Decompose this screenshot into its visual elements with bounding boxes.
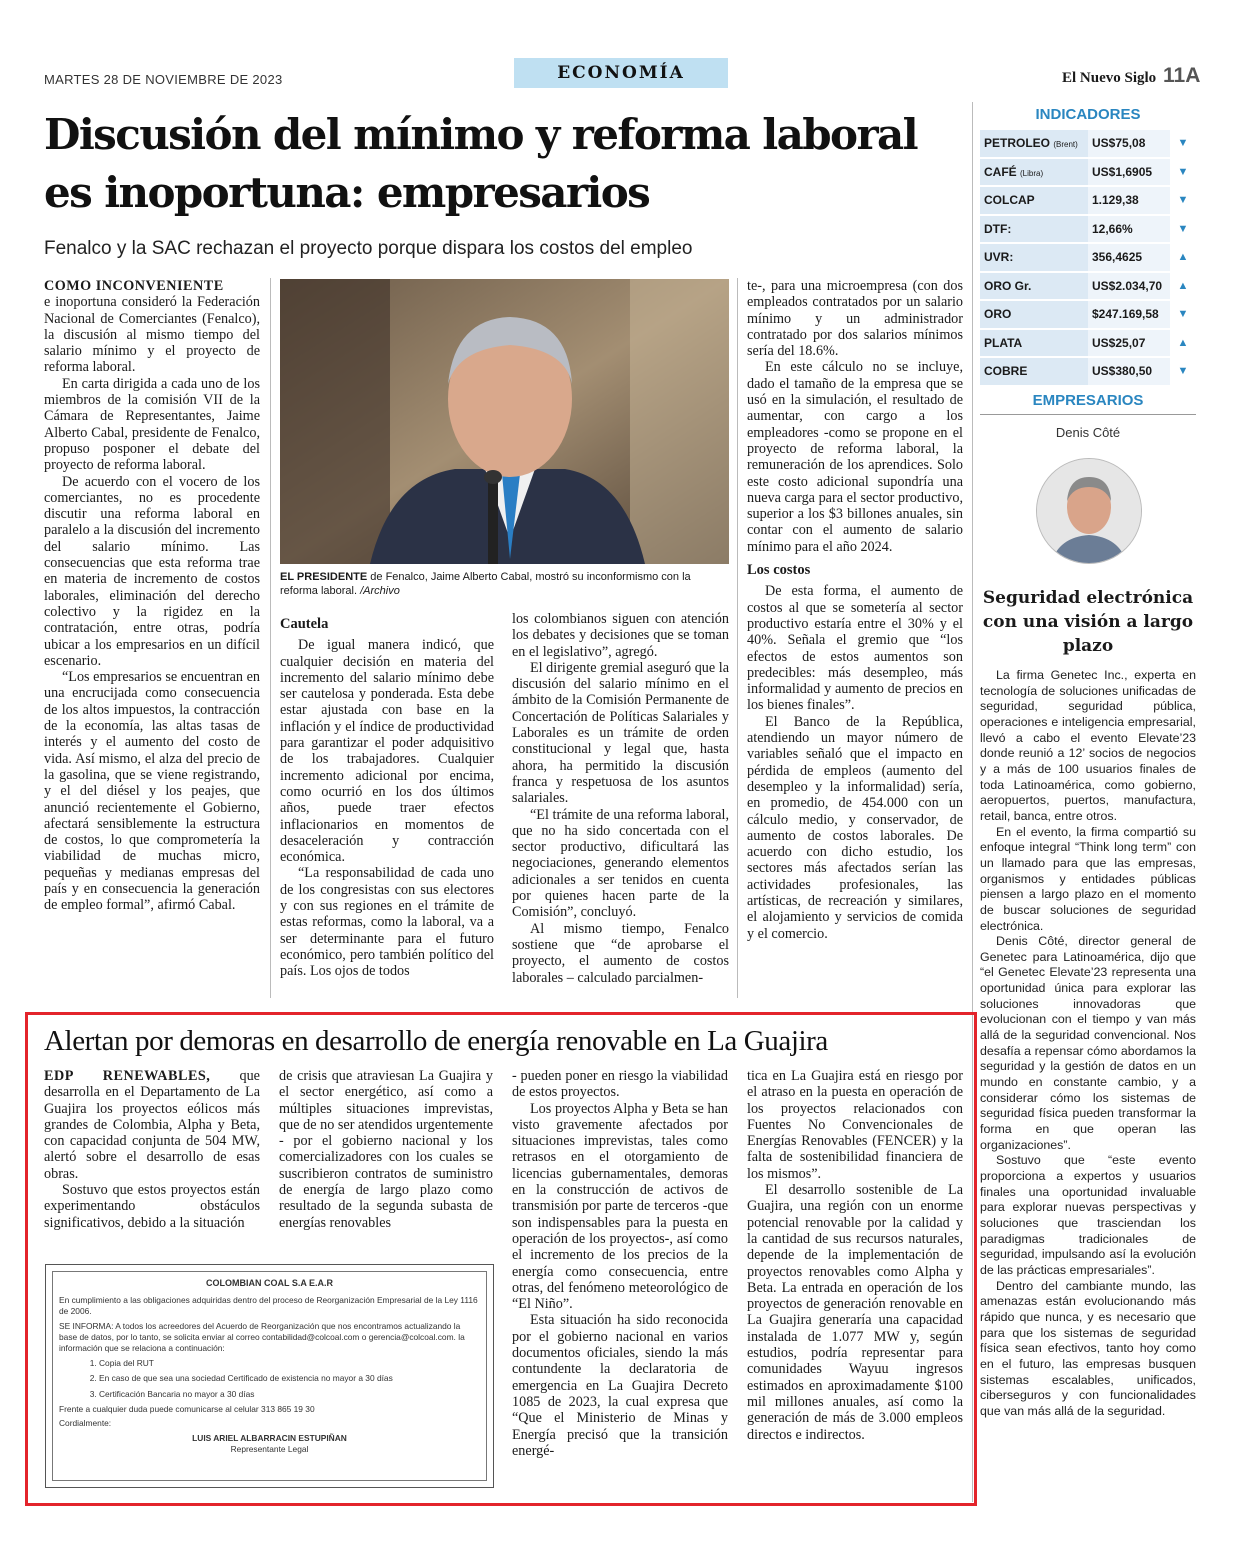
- second-article-column-2: [279, 1068, 493, 1231]
- caption-text: de Fenalco, Jaime Alberto Cabal, mostró su inconformismo con la reforma laboral.: [280, 571, 691, 597]
- paragraph: - pueden poner en riesgo la viabilidad de estos proyectos.: [512, 1068, 728, 1101]
- newspaper-name: El Nuevo Siglo: [1062, 70, 1157, 86]
- indicator-name: [980, 130, 1088, 158]
- sidebar-section-title: EMPRESARIOS: [1032, 392, 1144, 409]
- arrow-down-icon: ▼: [1170, 215, 1196, 244]
- arrow-down-icon: ▼: [1170, 186, 1196, 215]
- page-number: 11A: [1163, 64, 1201, 87]
- notice-text: SE INFORMA: A todos los acreedores del Acuerdo de Reorganización que nos encontramos actualizando la base de datos, por lo tanto, se solicita enviar al correo contabilidad@colcoal.com o gerencia@colcoal.com. la información que se relaciona a continuación:: [59, 1320, 465, 1354]
- article-column-2: [280, 609, 494, 980]
- paragraph: El dirigente gremial aseguró que la discusión del salario mínimo en el ámbito de la Comisión Permanente de Concertación de Políticas Salariales y Laborales es un trámite de orden constitucional y legal que, hasta ahora, ha permitido la discusión franca y respetuosa de los asuntos salariales.: [512, 659, 729, 807]
- paragraph: Esta situación ha sido reconocida por el gobierno nacional en varios documentos oficiales, siendo la más contundente la declaratoria de emergencia en La Guajira Decreto 1085 de 2023, la cual expresa que “Que el Ministerio de Minas y Energía precisó que la transición energé-: [512, 1312, 728, 1459]
- subheading: Cautela: [280, 616, 329, 632]
- avatar: [1036, 458, 1142, 564]
- list-item: 1. Copia del RUT: [99, 1358, 480, 1369]
- column-rule: [270, 278, 271, 998]
- caption-lead: EL PRESIDENTE: [280, 571, 368, 583]
- indicator-row: [980, 329, 1196, 358]
- article-column-4: [747, 278, 963, 942]
- lead-in: EDP RENEWABLES,: [44, 1068, 211, 1084]
- divider: [980, 414, 1196, 415]
- indicator-row: [980, 272, 1196, 301]
- indicator-label: ORO: [984, 307, 1012, 322]
- indicator-value: $247.169,58: [1088, 300, 1170, 329]
- second-article-column-3: [512, 1068, 728, 1459]
- indicator-label: DTF:: [984, 221, 1012, 236]
- lead-in: COMO INCONVENIENTE: [44, 278, 224, 294]
- indicator-name: [980, 158, 1088, 187]
- signer-name: LUIS ARIEL ALBARRACIN ESTUPIÑAN: [192, 1433, 347, 1444]
- indicator-label: COLCAP: [984, 193, 1035, 208]
- subheading: Los costos: [747, 562, 811, 579]
- indicator-value: US$75,08: [1088, 130, 1170, 158]
- paragraph: De acuerdo con el vocero de los comerciantes, no es procedente discutir una reforma laboral en paralelo a la discusión del incremento del salario mínimo. Las consecuencias que esta reforma trae en materia de incremento de costos laborales, eliminación del derecho colectivo y la rigidez en la contratación, entre otras, podría ubicar a los empresarios en un difícil escenario.: [44, 473, 260, 669]
- indicator-row: [980, 357, 1196, 386]
- indicator-name: [980, 272, 1088, 301]
- indicator-label: COBRE: [984, 364, 1028, 379]
- indicator-note: (Libra): [1020, 168, 1044, 178]
- second-article-column-4: [747, 1068, 963, 1443]
- article-column-3: [512, 611, 729, 986]
- indicator-row: [980, 215, 1196, 244]
- indicator-value: US$1,6905: [1088, 158, 1170, 187]
- paragraph: que desarrolla en el Departamento de La Guajira los proyectos eólicos más grandes de Colombia, Alpha y Beta, con capacidad conjunta de 504 MW, alertó sobre el desarrollo de esas obras.: [44, 1068, 260, 1182]
- notice-text: Frente a cualquier duda puede comunicarse al celular 313 865 19 30: [59, 1403, 315, 1414]
- indicator-label: UVR:: [984, 250, 1014, 265]
- indicator-label: PETROLEO: [984, 136, 1051, 151]
- sidebar-headline: Seguridad electrónica con una visión a largo plazo: [982, 588, 1194, 656]
- paragraph: El Banco de la República, atendiendo un mayor número de variables señaló que el impacto en pérdida de empleos (aumento del desempleo y la informalidad) sería, en promedio, de 454.000 con un cálculo medio, y conservador, de aumento de costos laborales. De acuerdo con dicho estudio, los sectores más afectados serían las actividades profesionales, las artísticas, de recreación y similares, el alojamiento y servicios de comida y el comercio.: [747, 713, 963, 942]
- indicator-value: US$380,50: [1088, 357, 1170, 386]
- indicator-value: US$25,07: [1088, 329, 1170, 358]
- paragraph: En carta dirigida a cada uno de los miembros de la comisión VII de la Cámara de Representantes, Jaime Alberto Cabal, presidente de Fenalco, propuso posponer el debate del proyecto de reforma laboral.: [44, 375, 260, 474]
- article-headline: Discusión del mínimo y reforma laboral es inoportuna: empresarios: [44, 110, 917, 217]
- notice-title: COLOMBIAN COAL S.A E.A.R: [205, 1278, 333, 1288]
- paragraph: El desarrollo sostenible de La Guajira, una región con un enorme potencial renovable por la calidad y la cantidad de sus recursos naturales, depende de la implementación de proyectos renovables como Alpha y Beta. La entrada en operación de los proyectos de generación renovable en La Guajira generaría una capacidad instalada de 1.077 MW y, según estudios, podría representar para comunidades Wayuu ingresos estimados en aproximadamente $100 mil millones anuales, así como la generación de más de 3.000 empleos directos e indirectos.: [747, 1182, 963, 1443]
- paragraph: De igual manera indicó, que cualquier decisión en materia del incremento del salario mínimo debe ser cautelosa y ponderada. Esta debe estar ajustada con base en la inflación y el índice de productividad para garantizar el poder adquisitivo de los trabajadores. Cualquier incremento adicional por encima, como ocurrió en los dos últimos años, puede traer efectos inflacionarios en momentos de desaceleración y contracción económica.: [280, 637, 494, 866]
- indicator-label: PLATA: [984, 335, 1023, 350]
- arrow-up-icon: ▲: [1170, 243, 1196, 272]
- notice-text: En cumplimiento a las obligaciones adquiridas dentro del proceso de Reorganización Empresarial de la Ley 1116 de 2006.: [59, 1295, 478, 1317]
- article-photo-portrait: [280, 279, 729, 564]
- indicator-name: [980, 357, 1088, 386]
- paragraph: Sostuvo que estos proyectos están experimentando obstáculos significativos, debido a la situación: [44, 1182, 260, 1231]
- column-rule: [737, 278, 738, 998]
- indicator-name: [980, 243, 1088, 272]
- article-column-1: [44, 278, 260, 914]
- indicator-row: [980, 243, 1196, 272]
- indicator-row: [980, 130, 1196, 158]
- paragraph: De esta forma, el aumento de costos al que se sometería al sector productivo estaría entre el 30% y el 40%. Señala el gremio que “los efectos de estos aumentos son predecibles: más desempleo, más informalidad y aumento de precios en los bienes finales”.: [747, 583, 963, 714]
- indicator-row: [980, 158, 1196, 187]
- paragraph: “La responsabilidad de cada uno de los congresistas con sus electores y con sus regiones en el trámite de estas reformas, como la laboral, va a ser determinante para el futuro económico, pero también político del país. Los ojos de todos: [280, 865, 494, 980]
- arrow-down-icon: ▼: [1170, 300, 1196, 329]
- paragraph: “Los empresarios se encuentran en una encrucijada como consecuencia de los altos impuestos, la contracción de la economía, las altas tasas de interés y el aumento del costo de vida. Así mismo, el alza del precio de la gasolina, que se viene registrando, y el del diésel y los peajes, que anunció recientemente el Gobierno, afectará sensiblemente la estructura de costos, lo que comprometería la viabilidad de muchas micro, pequeñas y medianas empresas del país y en consecuencia la generación de empleo formal”, afirmó Cabal.: [44, 669, 260, 914]
- legal-notice: [45, 1264, 494, 1488]
- indicator-value: 1.129,38: [1088, 186, 1170, 215]
- paragraph: Al mismo tiempo, Fenalco sostiene que “de aprobarse el proyecto, el aumento de costos laborales – calculado parcialmen-: [512, 920, 729, 986]
- notice-list: [59, 1358, 480, 1400]
- arrow-down-icon: ▼: [1170, 158, 1196, 187]
- indicator-name: [980, 215, 1088, 244]
- indicators-table: [980, 130, 1196, 387]
- indicator-value: 12,66%: [1088, 215, 1170, 244]
- paragraph: En este cálculo no se incluye, dado el tamaño de la empresa que se usó en la simulación, el resultado de aumentar, con cargo a los empleadores -como se propone en el proyecto de reforma laboral, la remuneración de los aprendices. Solo este costo adicional supondría una nueva carga para el sector productivo, superior a los $3 billones anuales, sin contar con el aumento de salario mínimo para el año 2024.: [747, 359, 963, 555]
- signer-role: Representante Legal: [230, 1444, 309, 1455]
- paragraph: Dentro del cambiante mundo, las amenazas están evolucionando más rápido que nunca, y es necesario que para que los sistemas de seguridad física sean efectivos, tanto hoy como en el futuro, las empresas busquen sistemas escalables, unificados, ciberseguros y con funcionalidades que van más allá de la seguridad.: [980, 1278, 1196, 1418]
- arrow-up-icon: ▲: [1170, 272, 1196, 301]
- arrow-down-icon: ▼: [1170, 357, 1196, 386]
- list-item: 3. Certificación Bancaria no mayor a 30 días: [99, 1389, 480, 1400]
- arrow-up-icon: ▲: [1170, 329, 1196, 358]
- sidebar-body: [980, 668, 1196, 1420]
- second-article-headline: Alertan por demoras en desarrollo de energía renovable en La Guajira: [44, 1025, 828, 1057]
- indicator-value: US$2.034,70: [1088, 272, 1170, 301]
- paragraph: “El trámite de una reforma laboral, que no ha sido concertada con el sector productivo, dificultará las negociaciones, generando elementos adicionales a ser tenidos en cuenta por quienes hacen parte de la Comisión”, concluyó.: [512, 806, 729, 921]
- paragraph: tica en La Guajira está en riesgo por el atraso en la puesta en operación de los proyectos relacionados con Fuentes No Convencionales de Energías Renovables (FENCER) y la falta de sostenibilidad financiera de los mismos”.: [747, 1068, 963, 1182]
- photo-credit: /Archivo: [360, 585, 400, 597]
- photo-caption: [280, 570, 729, 598]
- paragraph: de crisis que atraviesan La Guajira y el sector energético, así como a múltiples situaciones imprevistas, que de no ser atendidos urgentemente - por el gobierno nacional y los comercializadores con los cuales se suscribieron contratos de suministro de energía de largo plazo como resultado de la segunda subasta de energías renovables: [279, 1068, 493, 1231]
- paragraph: te-, para una microempresa (con dos empleados contratados por un salario mínimo y un administrador contratado por dos salarios mínimos sería del 18.6%.: [747, 278, 963, 360]
- indicator-note: (Brent): [1053, 140, 1078, 150]
- notice-text: Cordialmente:: [59, 1418, 112, 1429]
- paragraph: Denis Côté, director general de Genetec para Latinoamérica, dijo que “el Genetec Elevate’23 representa una oportunidad única para explorar las soluciones innovadoras que evolucionan con el tiempo y van más allá de la seguridad convencional. Nos desafía a repensar cómo abordamos la seguridad y la gestión de datos en un mundo en constante cambio, y a considerar cómo los sistemas de seguridad física pueden transformar la forma en que operan las organizaciones”.: [980, 934, 1196, 1152]
- list-item: 2. En caso de que sea una sociedad Certificado de existencia no mayor a 30 días: [99, 1373, 480, 1384]
- indicator-name: [980, 329, 1088, 358]
- paragraph: La firma Genetec Inc., experta en tecnología de soluciones unificadas de seguridad, seguridad pública, operaciones e inteligencia empresarial, llevó a cabo el evento Elevate’23 donde reunió a 12’ socios de negocios y a más de 100 usuarios finales de toda Latinoamérica, como gobierno, aeropuertos, puertos, manufactura, retail, banca, entre otros.: [980, 668, 1196, 823]
- paragraph: Los proyectos Alpha y Beta se han visto gravemente afectados por situaciones imprevistas, tales como retrasos en el otorgamiento de licencias gubernamentales, demoras en la construcción de activos de transmisión por parte de terceros -que son indispensables para la puesta en operación de los proyectos-, así como el incremento de los precios de la energía como consecuencia, entre otras, del fenómeno meteorológico de “El Niño”.: [512, 1100, 728, 1313]
- arrow-down-icon: ▼: [1170, 130, 1196, 158]
- issue-date: MARTES 28 DE NOVIEMBRE DE 2023: [44, 72, 283, 87]
- indicator-name: [980, 186, 1088, 215]
- indicator-label: ORO Gr.: [984, 278, 1032, 293]
- byline: Denis Côté: [1055, 425, 1121, 440]
- paragraph: los colombianos siguen con atención los debates y decisiones que se toman en el legislativo”, agregó.: [512, 611, 729, 660]
- indicator-name: [980, 300, 1088, 329]
- indicator-label: CAFÉ: [984, 164, 1017, 179]
- article-subheadline: Fenalco y la SAC rechazan el proyecto porque dispara los costos del empleo: [44, 238, 693, 259]
- indicator-value: 356,4625: [1088, 243, 1170, 272]
- indicator-row: [980, 300, 1196, 329]
- second-article-column-1: [44, 1068, 260, 1231]
- indicator-row: [980, 186, 1196, 215]
- paragraph: En el evento, la firma compartió su enfoque integral “Think long term” con un llamado para que las empresas, organismos y entidades públicas piensen a largo plazo en el momento de buscar soluciones de seguridad electrónica.: [980, 824, 1196, 933]
- paragraph: Sostuvo que “este evento proporciona a expertos y usuarios finales una oportunidad invaluable para explorar nuevas perspectivas y soluciones que trasciendan los paradigmas tradicionales de seguridad, impulsando así la evolución de las prácticas empresariales”.: [980, 1153, 1196, 1277]
- section-label: ECONOMÍA: [514, 58, 728, 88]
- indicators-title: INDICADORES: [1035, 106, 1141, 123]
- paragraph: e inoportuna consideró la Federación Nacional de Comerciantes (Fenalco), la discusión al mismo tiempo del salario mínimo y el proyecto de reforma laboral.: [44, 294, 260, 376]
